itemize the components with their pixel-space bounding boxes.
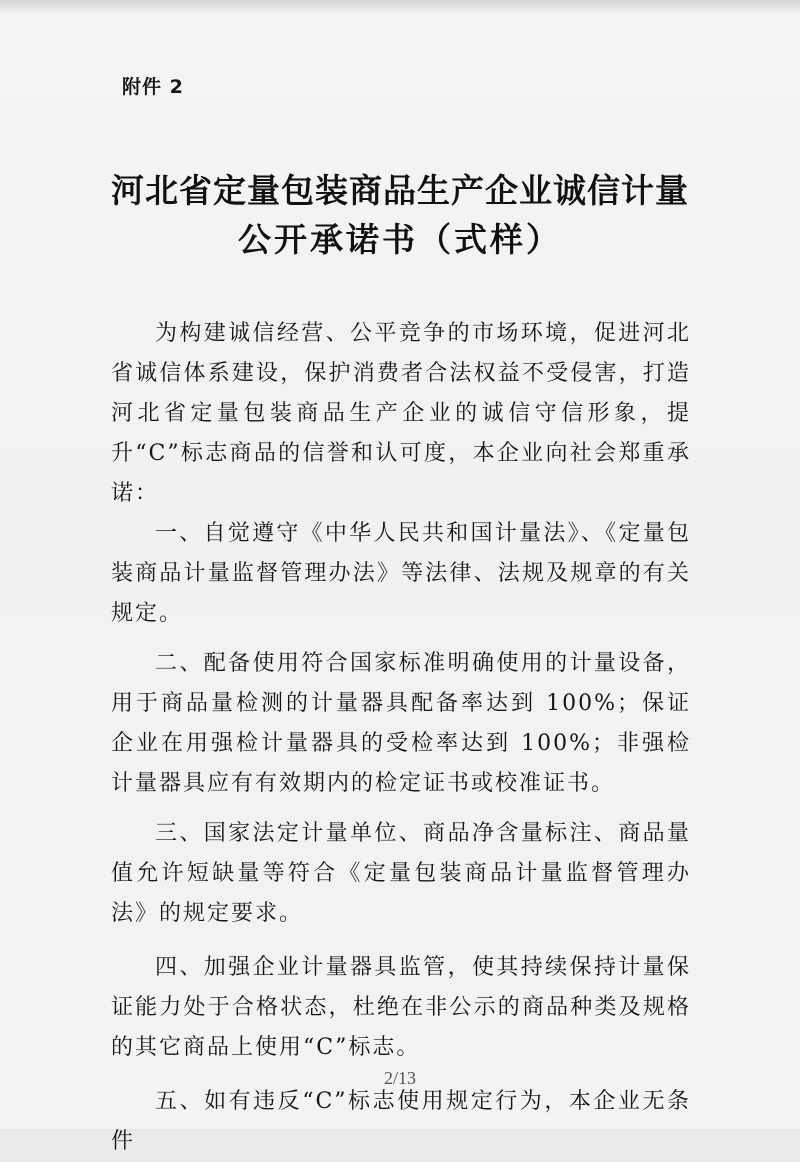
intro-paragraph: 为构建诚信经营、公平竞争的市场环境，促进河北省诚信体系建设，保护消费者合法权益不受侵害，打造河北省定量包装商品生产企业的诚信守信形象，提升“C”标志商品的信誉和认可度，本企业向社会郑重承诺： (111, 321, 691, 506)
page-number: 2/13 (383, 1068, 416, 1088)
commitment-item-3: 三、国家法定计量单位、商品净含量标注、商品量值允许短缺量等符合《定量包装商品计量监督管理办法》的规定要求。 (111, 821, 691, 926)
document-title-line-1: 河北省定量包装商品生产企业诚信计量 (111, 171, 689, 210)
document-title-line-2: 公开承诺书（式样） (238, 220, 562, 259)
commitment-item-1: 一、自觉遵守《中华人民共和国计量法》、《定量包装商品计量监督管理办法》等法律、法规及规章的有关规定。 (111, 521, 691, 626)
commitment-item-2: 二、配备使用符合国家标准明确使用的计量设备，用于商品量检测的计量器具配备率达到 100%；保证企业在用强检计量器具的受检率达到 100%；非强检计量器具应有有效期内的检定证书或校准证书。 (111, 651, 691, 796)
commitment-body (111, 314, 691, 1162)
commitment-item-4: 四、加强企业计量器具监管，使其持续保持计量保证能力处于合格状态，杜绝在非公示的商品种类及规格的其它商品上使用“C”标志。 (111, 955, 691, 1060)
commitment-item-5: 五、如有违反“C”标志使用规定行为，本企业无条件 (111, 1089, 691, 1154)
scan-edge-shadow (0, 0, 800, 14)
attachment-label: 附件 2 (122, 76, 184, 98)
